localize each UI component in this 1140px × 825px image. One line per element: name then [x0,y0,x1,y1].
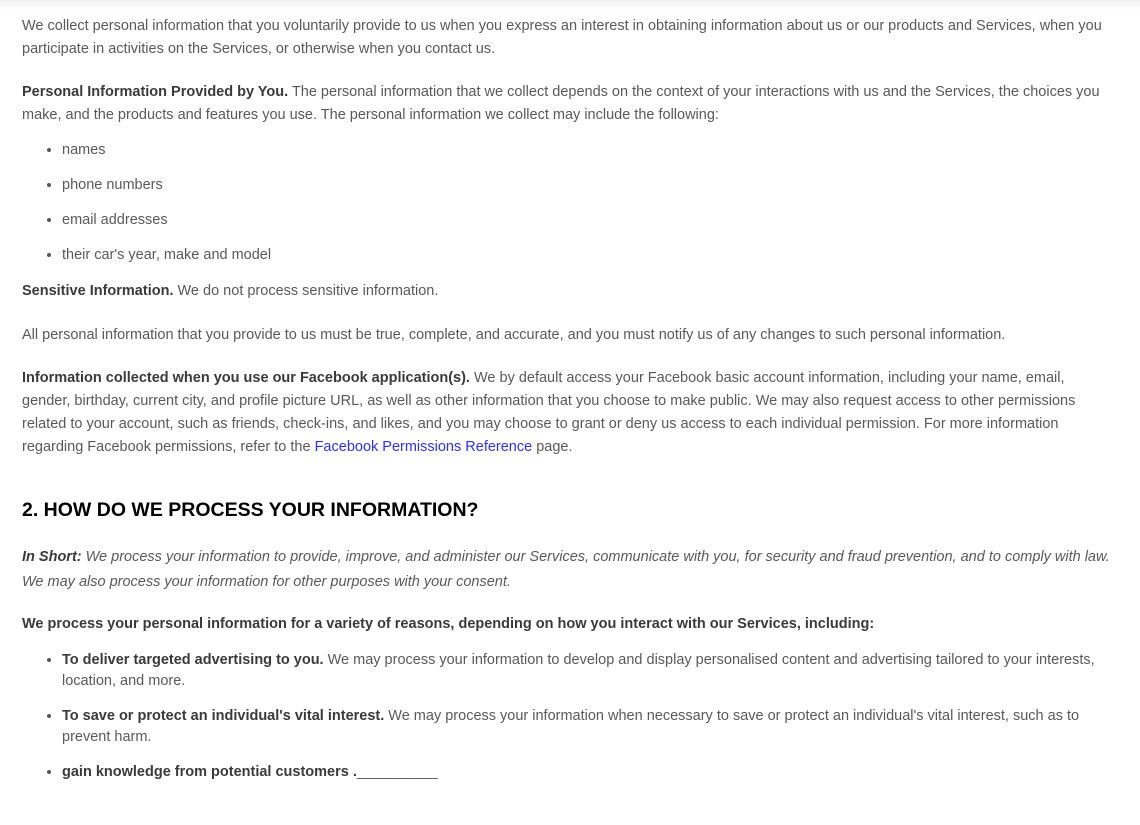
sensitive-info-paragraph [22,280,1112,303]
facebook-text: We by default access your Facebook basic account information, including your name, email, gender, birthday, current city, and profile picture URL, as well as other information that you choose to make public. We may also request access to other permissions related to your account, such as friends, check-ins, and likes, and you may choose to grant or deny us access to each individual permission. For more information regarding Facebook permissions, refer to the [22,370,1076,455]
facebook-after-text: page. [532,439,573,455]
facebook-heading: Information collected when you use our Facebook application(s). [22,370,470,386]
list-item [62,706,1112,748]
accuracy-paragraph: All personal information that you provide to us must be true, complete, and accurate, and you must notify us of any changes to such personal information. [22,327,1006,343]
reasons-intro-text: We process your personal information for a variety of reasons, depending on how you interact with our Services, including: [22,616,875,632]
reasons-list [22,650,1112,783]
personal-info-heading: Personal Information Provided by You. [22,84,289,100]
header-shadow [0,0,1140,10]
reason-text: __________ [356,764,438,780]
reason-heading: To deliver targeted advertising to you. [62,652,324,668]
reason-text: We may process your information to develop and display personalised content and advertising tailored to your interests, location, and more. [62,652,1095,689]
list-item: • names [62,139,1112,162]
in-short-label: In Short: [22,549,82,565]
list-item [62,762,1112,783]
list-item [62,650,1112,692]
sensitive-info-text: We do not process sensitive information. [173,283,439,299]
policy-content [22,15,1112,797]
personal-info-text: The personal information that we collect depends on the context of your interactions with us and the Services, the choices you make, and the products and features you use. The personal information we collect may include the following: [22,84,1100,123]
collected-items-list [22,139,1112,267]
facebook-paragraph [22,367,1112,459]
reason-heading: gain knowledge from potential customers . [62,764,357,780]
personal-info-paragraph [22,81,1112,127]
reason-text: We may process your information when necessary to save or protect an individual's vital interest, such as to prevent harm. [62,708,1080,745]
in-short-paragraph [22,545,1112,595]
reasons-intro [22,613,1112,636]
intro-paragraph: We collect personal information that you voluntarily provide to us when you express an interest in obtaining information about us or our products and Services, when you participate in activities on the Services, or otherwise when you contact us. [22,18,1102,57]
sensitive-info-heading: Sensitive Information. [22,283,174,299]
facebook-permissions-link[interactable]: Facebook Permissions Reference [314,439,533,455]
list-item: • their car's year, make and model [62,244,1112,267]
in-short-text: We process your information to provide, improve, and administer our Services, communicate with you, for security and fraud prevention, and to comply with law. We may also process your information for other purposes with your consent. [22,549,1110,590]
section-2-title: 2. HOW DO WE PROCESS YOUR INFORMATION? [22,499,479,521]
reason-heading: To save or protect an individual's vital interest. [62,708,385,724]
list-item: • phone numbers [62,174,1112,197]
list-item: • email addresses [62,209,1112,232]
